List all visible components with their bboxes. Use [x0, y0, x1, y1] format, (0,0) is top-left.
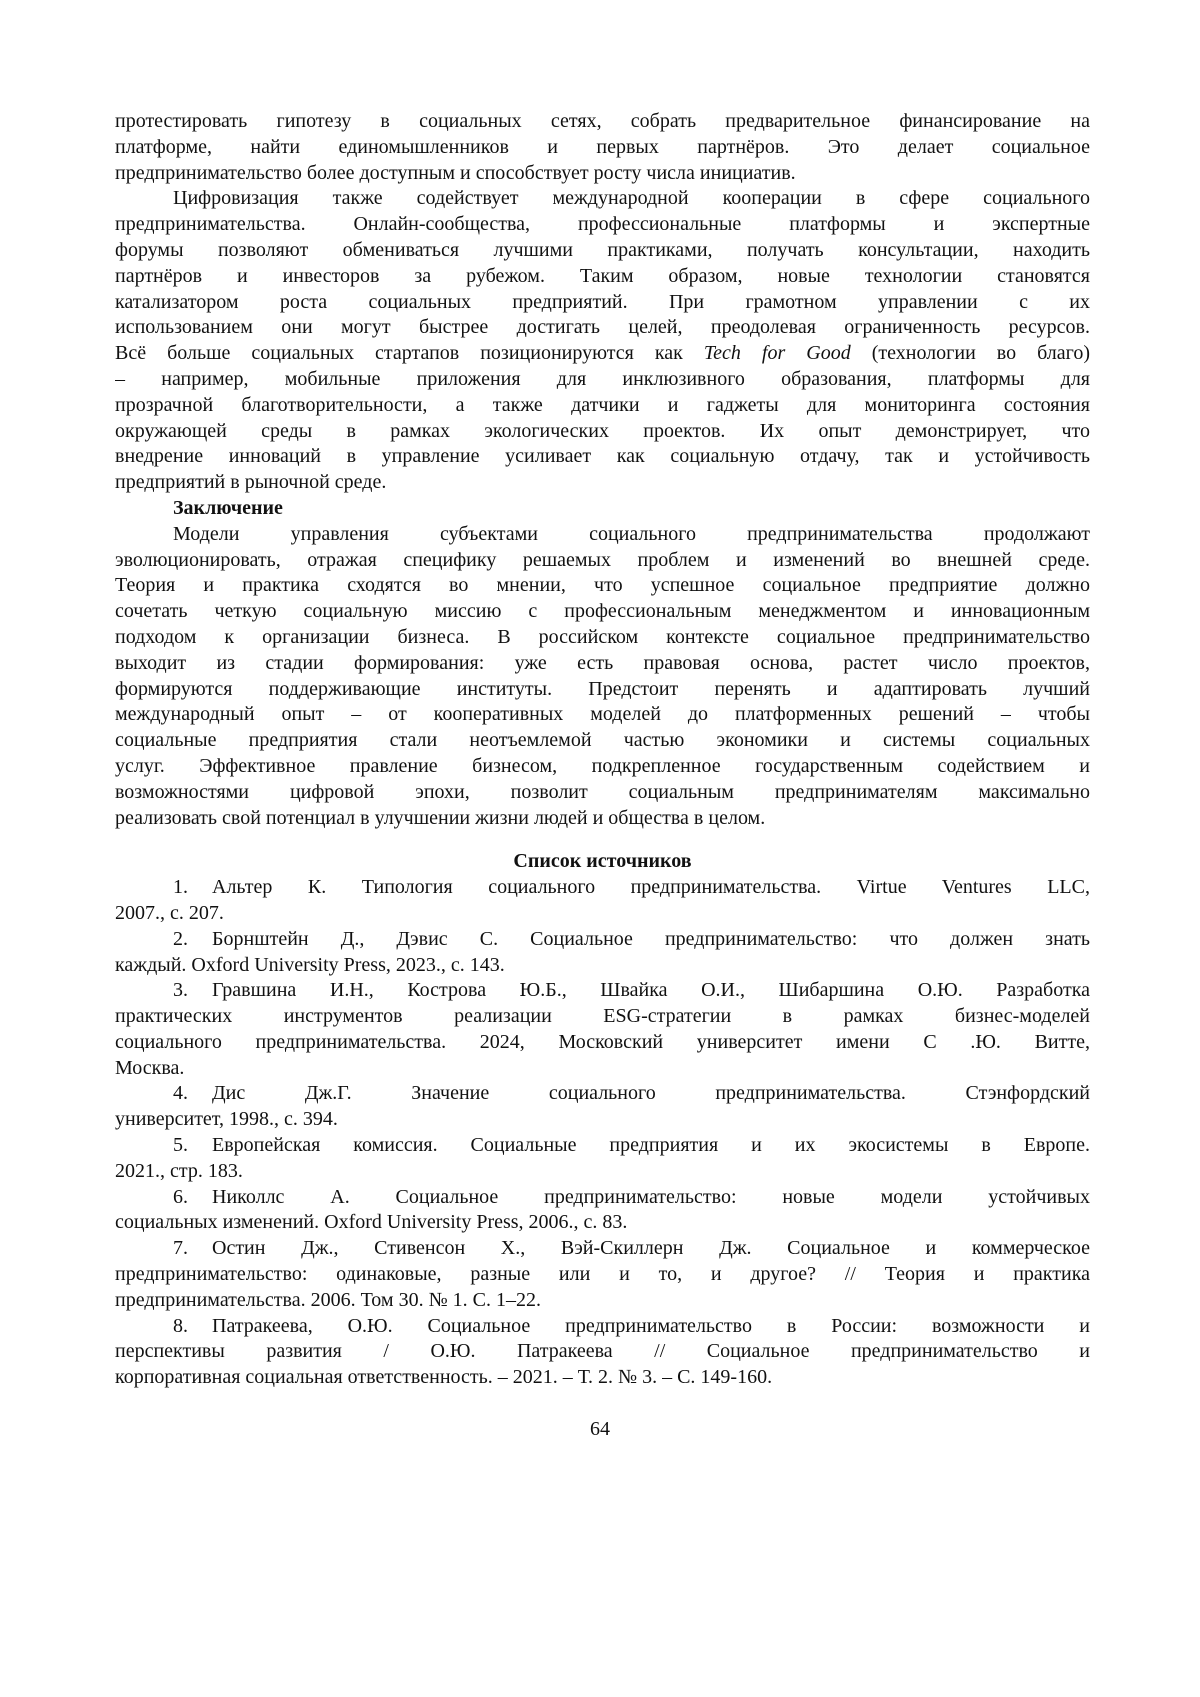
text-line: 2007., с. 207. — [115, 901, 1090, 927]
text-line — [115, 978, 1090, 1004]
reference-text: Патракеева, О.Ю. Социальное предпринимательство в России: возможности и — [212, 1315, 1090, 1337]
reference-item — [115, 875, 1090, 927]
conclusion-paragraph — [115, 522, 1090, 832]
text-line — [115, 341, 1090, 367]
reference-item — [115, 927, 1090, 979]
text-line: перспективы развития / О.Ю. Патракеева // Социальное предпринимательство и — [115, 1339, 1090, 1365]
reference-number: 8. — [173, 1314, 212, 1340]
reference-text: Остин Дж., Стивенсон Х., Вэй-Скиллерн Дж. Социальное и коммерческое — [212, 1237, 1090, 1259]
text-line: платформе, найти единомышленников и первых партнёров. Это делает социальное — [115, 135, 1090, 161]
text-line: университет, 1998., с. 394. — [115, 1107, 1090, 1133]
reference-item — [115, 978, 1090, 1081]
reference-text: Гравшина И.Н., Кострова Ю.Б., Швайка О.И., Шибаршина О.Ю. Разработка — [212, 979, 1090, 1001]
reference-text: Альтер К. Типология социального предпринимательства. Virtue Ventures LLC, — [212, 876, 1090, 898]
text-line: социального предпринимательства. 2024, Московский университет имени С .Ю. Витте, — [115, 1030, 1090, 1056]
spacer — [115, 831, 1090, 849]
text-line: формируются поддерживающие институты. Предстоит перенять и адаптировать лучший — [115, 677, 1090, 703]
text-line: предпринимательство: одинаковые, разные или и то, и другое? // Теория и практика — [115, 1262, 1090, 1288]
text-line: предприятий в рыночной среде. — [115, 470, 1090, 496]
text-line: прозрачной благотворительности, а также датчики и гаджеты для мониторинга состояния — [115, 393, 1090, 419]
text-line: выходит из стадии формирования: уже есть правовая основа, растет число проектов, — [115, 651, 1090, 677]
text-line — [115, 927, 1090, 953]
text-line: подходом к организации бизнеса. В российском контексте социальное предпринимательство — [115, 625, 1090, 651]
text-line: каждый. Oxford University Press, 2023., с. 143. — [115, 953, 1090, 979]
text-line: Цифровизация также содействует международной кооперации в сфере социального — [115, 186, 1090, 212]
text-line: эволюционировать, отражая специфику решаемых проблем и изменений во внешней среде. — [115, 548, 1090, 574]
reference-number: 7. — [173, 1236, 212, 1262]
conclusion-heading: Заключение — [115, 496, 1090, 522]
text-line: практических инструментов реализации ESG-стратегии в рамках бизнес-моделей — [115, 1004, 1090, 1030]
text-segment: Всё больше социальных стартапов позиционируются как — [115, 342, 704, 364]
italic-text: Tech for Good — [704, 342, 851, 364]
text-line — [115, 1236, 1090, 1262]
paragraph — [115, 186, 1090, 496]
reference-number: 4. — [173, 1081, 212, 1107]
text-line: сочетать четкую социальную миссию с профессиональным менеджментом и инновационным — [115, 599, 1090, 625]
text-line: международный опыт – от кооперативных моделей до платформенных решений – чтобы — [115, 702, 1090, 728]
text-line: использованием они могут быстрее достигать целей, преодолевая ограниченность ресурсов. — [115, 315, 1090, 341]
paragraph — [115, 109, 1090, 186]
text-line — [115, 1081, 1090, 1107]
text-line: партнёров и инвесторов за рубежом. Таким образом, новые технологии становятся — [115, 264, 1090, 290]
text-line: окружающей среды в рамках экологических проектов. Их опыт демонстрирует, что — [115, 419, 1090, 445]
text-line — [115, 1133, 1090, 1159]
reference-text: Дис Дж.Г. Значение социального предпринимательства. Стэнфордский — [212, 1082, 1090, 1104]
reference-number: 6. — [173, 1185, 212, 1211]
text-line: услуг. Эффективное правление бизнесом, подкрепленное государственным содействием и — [115, 754, 1090, 780]
reference-text: Николлс А. Социальное предпринимательство: новые модели устойчивых — [212, 1186, 1090, 1208]
text-line: Модели управления субъектами социального предпринимательства продолжают — [115, 522, 1090, 548]
text-line: возможностями цифровой эпохи, позволит социальным предпринимателям максимально — [115, 780, 1090, 806]
text-line: предпринимательства. 2006. Том 30. № 1. С. 1–22. — [115, 1288, 1090, 1314]
reference-item — [115, 1133, 1090, 1185]
reference-item — [115, 1185, 1090, 1237]
text-line: 2021., стр. 183. — [115, 1159, 1090, 1185]
text-line: протестировать гипотезу в социальных сетях, собрать предварительное финансирование на — [115, 109, 1090, 135]
reference-item — [115, 1314, 1090, 1391]
reference-number: 3. — [173, 978, 212, 1004]
reference-number: 1. — [173, 875, 212, 901]
reference-item — [115, 1081, 1090, 1133]
document-page — [115, 109, 1090, 1391]
references-heading: Список источников — [115, 849, 1090, 875]
text-line: – например, мобильные приложения для инклюзивного образования, платформы для — [115, 367, 1090, 393]
text-line: форумы позволяют обмениваться лучшими практиками, получать консультации, находить — [115, 238, 1090, 264]
reference-text: Европейская комиссия. Социальные предприятия и их экосистемы в Европе. — [212, 1134, 1090, 1156]
page-number: 64 — [0, 1418, 1200, 1441]
reference-number: 2. — [173, 927, 212, 953]
text-line: социальные предприятия стали неотъемлемой частью экономики и системы социальных — [115, 728, 1090, 754]
text-line: Москва. — [115, 1056, 1090, 1082]
text-segment: (технологии во благо) — [851, 342, 1090, 364]
text-line: реализовать свой потенциал в улучшении жизни людей и общества в целом. — [115, 806, 1090, 832]
reference-text: Борнштейн Д., Дэвис С. Социальное предпринимательство: что должен знать — [212, 928, 1090, 950]
text-line — [115, 1185, 1090, 1211]
text-line — [115, 875, 1090, 901]
text-line: Теория и практика сходятся во мнении, что успешное социальное предприятие должно — [115, 573, 1090, 599]
text-line: социальных изменений. Oxford University Press, 2006., с. 83. — [115, 1210, 1090, 1236]
text-line: предпринимательства. Онлайн-сообщества, профессиональные платформы и экспертные — [115, 212, 1090, 238]
text-line: катализатором роста социальных предприятий. При грамотном управлении с их — [115, 290, 1090, 316]
text-line: внедрение инноваций в управление усиливает как социальную отдачу, так и устойчивость — [115, 444, 1090, 470]
text-line: корпоративная социальная ответственность. – 2021. – Т. 2. № 3. – С. 149-160. — [115, 1365, 1090, 1391]
reference-item — [115, 1236, 1090, 1313]
text-line — [115, 1314, 1090, 1340]
text-line: предпринимательство более доступным и способствует росту числа инициатив. — [115, 161, 1090, 187]
reference-number: 5. — [173, 1133, 212, 1159]
